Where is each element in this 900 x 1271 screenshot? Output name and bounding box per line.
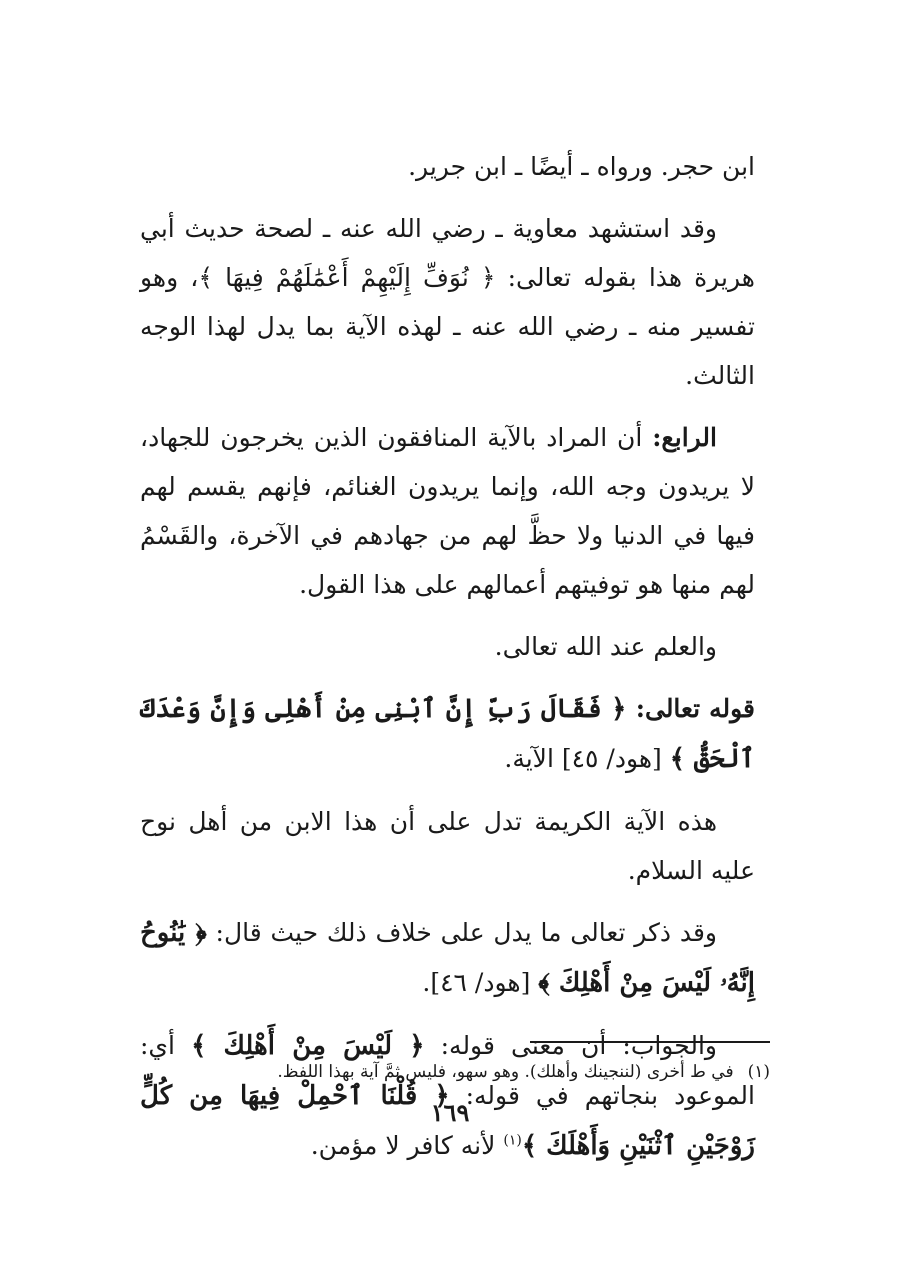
paragraph-7-text: وقد ذكر تعالى ما يدل على خلاف ذلك حيث قال:	[206, 918, 717, 947]
paragraph-7	[140, 908, 755, 1008]
footnote	[130, 1058, 770, 1086]
footnote-text: في ط أخرى (لننجينك وأهلك). وهو سهو، فليس ثمَّ آية بهذا اللفظ.	[277, 1062, 734, 1082]
paragraph-4: والعلم عند الله تعالى.	[494, 632, 717, 661]
paragraph-3-text: أن المراد بالآية المنافقون الذين يخرجون للجهاد، لا يريدون وجه الله، وإنما يريدون الغنائم، فإنهم يقسم لهم فيها في الدنيا ولا حظَّ لهم من جهادهم في الآخرة، والقَسْمُ لهم منها هو توفيتهم أعمالهم على هذا القول.	[140, 423, 755, 599]
paragraph-8	[140, 1021, 755, 1171]
quran-verse-4: ﴿ قُلْنَا ٱحْمِلْ فِيهَا مِن كُلٍّ زَوْجَيْنِ ٱثْنَيْنِ وَأَهْلَكَ ﴾	[140, 1081, 755, 1161]
verse-reference-1: [هود/ ٤٥] الآية.	[504, 744, 670, 773]
page-number: ١٦٩	[430, 1098, 470, 1127]
paragraph-3-lead: الرابع:	[652, 423, 717, 452]
paragraph-5	[140, 684, 755, 784]
footnote-marker: (١)	[503, 1132, 522, 1149]
footnote-number: (١)	[747, 1062, 770, 1082]
paragraph-8-c: لأنه كافر لا مؤمن.	[310, 1131, 504, 1160]
quran-verse-2: ﴿ يَٰنُوحُ إِنَّهُۥ لَيْسَ مِنْ أَهْلِكَ ﴾	[140, 918, 755, 998]
paragraph-2: وقد استشهد معاوية ـ رضي الله عنه ـ لصحة حديث أبي هريرة هذا بقوله تعالى: ﴿ نُوَفِّ إِلَيْهِمْ أَعْمَٰلَهُمْ فِيهَا ﴾، وهو تفسير منه ـ رضي الله عنه ـ لهذه الآية بما يدل لهذا الوجه الثالث.	[140, 214, 755, 390]
verse-reference-2: [هود/ ٤٦].	[422, 968, 539, 997]
paragraph-3	[140, 413, 755, 609]
paragraph-8-b: أي: الموعود بنجاتهم في قوله:	[140, 1031, 755, 1110]
main-text	[140, 142, 755, 1184]
footnote-separator	[530, 1041, 770, 1043]
quran-verse-3: ﴿ لَيْسَ مِنْ أَهْلِكَ ﴾	[191, 1031, 425, 1061]
paragraph-6: هذه الآية الكريمة تدل على أن هذا الابن من أهل نوح عليه السلام.	[140, 807, 755, 885]
verse-heading: قوله تعالى:	[635, 694, 755, 723]
quran-verse-1: ﴿ فَقَالَ رَبِّ إِنَّ ٱبْنِى مِنْ أَهْلِى وَإِنَّ وَعْدَكَ ٱلْحَقُّ ﴾	[140, 694, 755, 774]
paragraph-8-a: والجواب: أن معنى قوله:	[424, 1031, 718, 1060]
paragraph-1: ابن حجر. ورواه ـ أيضًا ـ ابن جرير.	[408, 152, 755, 181]
